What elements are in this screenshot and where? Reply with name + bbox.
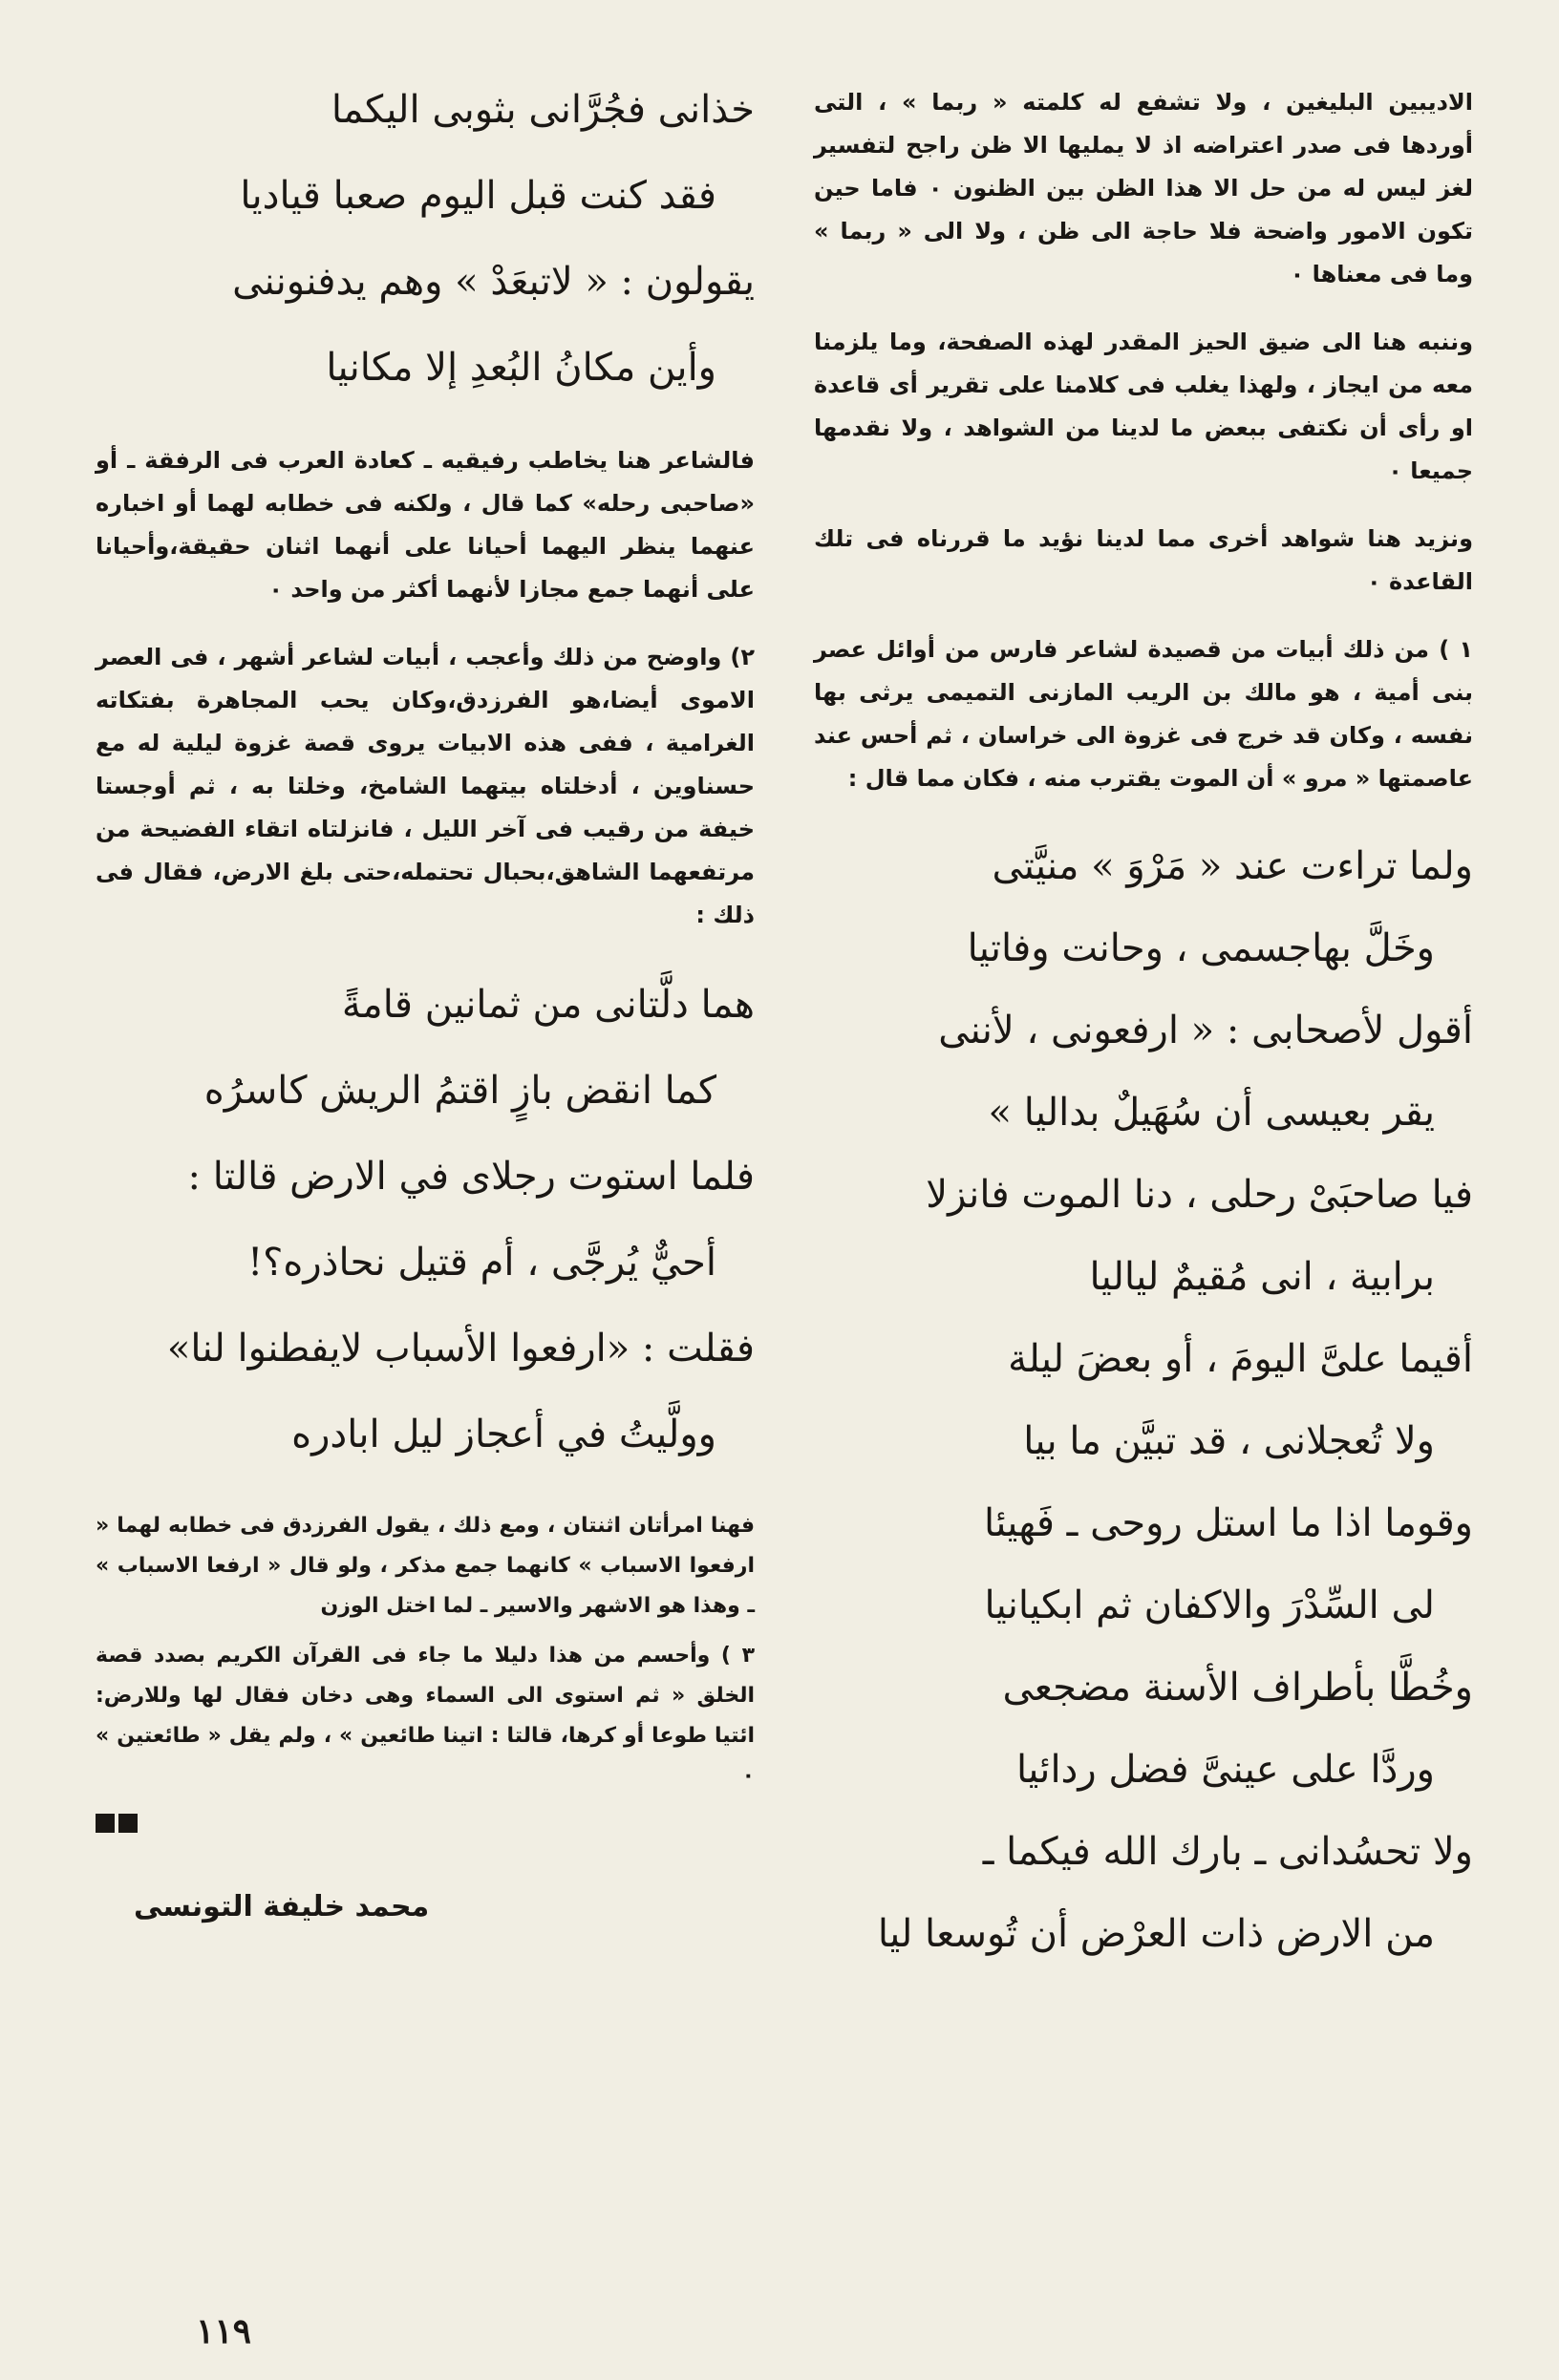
verse-line: من الارض ذات العرْض أن تُوسعا ليا [877,1912,1435,1956]
verse-line: وخُطَّا بأطراف الأسنة مضجعى [1002,1666,1473,1710]
paragraph: ٢) واوضح من ذلك وأعجب ، أبيات لشاعر أشهر ، فى العصر الاموى أيضا،هو الفرزدق،وكان يحب المجاهرة بفتكاته الغرامية ، ففى هذه الابيات يروى قصة غزوة ليلية له مع حسناوين ، أدخلتاه بيتهما الشامخ، وخلتا به ، ثم أوجستا خيفة من رقيب فى آخر الليل ، فانزلتاه اتقاء الفضيحة من مرتفعهما الشاهق،بحبال تحتمله،حتى بلغ الارض، فقال فى ذلك : [96,644,755,928]
verse-line: ولما تراءت عند « مَرْوَ » منيَّتى [992,844,1473,888]
paragraph: ونزيد هنا شواهد أخرى مما لدينا نؤيد ما قررناه فى تلك القاعدة ٠ [814,525,1473,595]
verse-line: فيا صاحبَىْ رحلى ، دنا الموت فانزلا [926,1173,1473,1217]
verse-line: أحيٌّ يُرجَّى ، أم قتيل نحاذره؟! [247,1241,716,1285]
paragraph: الاديبين البليغين ، ولا تشفع له كلمته « ربما » ، التى أوردها فى صدر اعتراضه اذ لا يمليها الا ظن راجح لتفسير لغز ليس له من حل الا هذا الظن بين الظنون ٠ فاما حين تكون الامور واضحة فلا حاجة الى ظن ، ولا الى « ربما » وما فى معناها ٠ [814,89,1473,287]
verse-line: برابية ، انى مُقيمٌ لياليا [1089,1255,1435,1299]
verse-line: لى السِّدْرَ والاكفان ثم ابكيانيا [984,1583,1435,1627]
paragraph: فالشاعر هنا يخاطب رفيقيه ـ كعادة العرب فى الرفقة ـ أو «صاحبى رحله» كما قال ، ولكنه فى خطابه لهما أو اخباره عنهما ينظر اليهما أحيانا على أنهما اثنان حقيقة،وأحيانا على أنهما جمع مجازا لأنهما أكثر من واحد ٠ [96,447,755,603]
verse-line: أقول لأصحابى : « ارفعونى ، لأننى [938,1009,1473,1052]
verse-line: خذانى فجُرَّانى بثوبى اليكما [331,88,755,132]
verse-line: وقوما اذا ما استل روحى ـ فَهيئا [984,1501,1473,1545]
paragraph: ١ ) من ذلك أبيات من قصيدة لشاعر فارس من أوائل عصر بنى أمية ، هو مالك بن الريب المازنى التميمى يرثى بها نفسه ، وكان قد خرج فى غزوة الى خراسان ، ثم أحس عند عاصمتها « مرو » أن الموت يقترب منه ، فكان مما قال : [814,636,1473,792]
verse-line: وولَّيتُ في أعجاز ليل ابادره [291,1413,716,1456]
verse-line: وردَّا على عينىَّ فضل ردائيا [1016,1748,1435,1792]
verse-line: فلما استوت رجلاى في الارض قالتا : [187,1155,755,1199]
verse-line: ولا تُعجلانى ، قد تبيَّن ما بيا [1023,1419,1435,1463]
verse-line: هما دلَّتانى من ثمانين قامةً [341,983,755,1027]
left-prose-1 [96,439,755,937]
left-column [96,67,755,1923]
verse-line: كما انقض بازٍ اقتمُ الريش كاسرُه [203,1069,716,1113]
verse-line: فقلت : «ارفعوا الأسباب لايفطنوا لنا» [166,1327,755,1371]
end-square-icon [96,1814,115,1833]
paragraph: فهنا امرأتان اثنتان ، ومع ذلك ، يقول الفرزدق فى خطابه لهما « ارفعوا الاسباب » كانهما جمع مذكر ، ولو قال « ارفعا الاسباب » ـ وهذا هو الاشهر والاسير ـ لما اختل الوزن [96,1514,755,1618]
verse-line: يقولون : « لاتبعَدْ » وهم يدفنوننى [232,260,755,304]
verse-line: فقد كنت قبل اليوم صعبا قياديا [240,174,716,218]
paragraph: ٣ ) وأحسم من هذا دليلا ما جاء فى القرآن الكريم بصدد قصة الخلق « ثم استوى الى السماء وهى دخان فقال لها وللارض: ائتيا طوعا أو كرها، قالتا : اتينا طائعين » ، ولم يقل « طائعتين » ٠ [96,1644,755,1788]
page-number: ١١٩ [196,2311,252,2351]
right-prose [814,81,1473,800]
left-prose-2 [96,1506,755,1796]
end-of-article-mark [96,1814,755,1833]
end-square-icon [118,1814,138,1833]
verse-line: أقيما علىَّ اليومَ ، أو بعضَ ليلة [1008,1337,1473,1381]
author-signature: محمد خليفة التونسى [134,1890,430,1923]
right-column [814,81,1473,2004]
paragraph: وننبه هنا الى ضيق الحيز المقدر لهذه الصفحة، وما يلزمنا معه من ايجاز ، ولهذا يغلب فى كلامنا على تقرير أى قاعدة او رأى أن نكتفى ببعض ما لدينا من الشواهد ، ولا نقدمها جميعا ٠ [814,329,1473,484]
poem-al-farazdaq [96,962,755,1477]
poem-continuation [96,67,755,411]
verse-line: ولا تحسُدانى ـ بارك الله فيكما ـ [982,1830,1473,1874]
verse-line: وخَلَّ بهاجسمى ، وحانت وفاتيا [967,926,1435,970]
verse-line: يقر بعيسى أن سُهَيلٌ بداليا » [988,1091,1435,1135]
poem-malik-ibn-al-rayb [814,825,1473,1975]
verse-line: وأين مكانُ البُعدِ إلا مكانيا [326,346,716,390]
